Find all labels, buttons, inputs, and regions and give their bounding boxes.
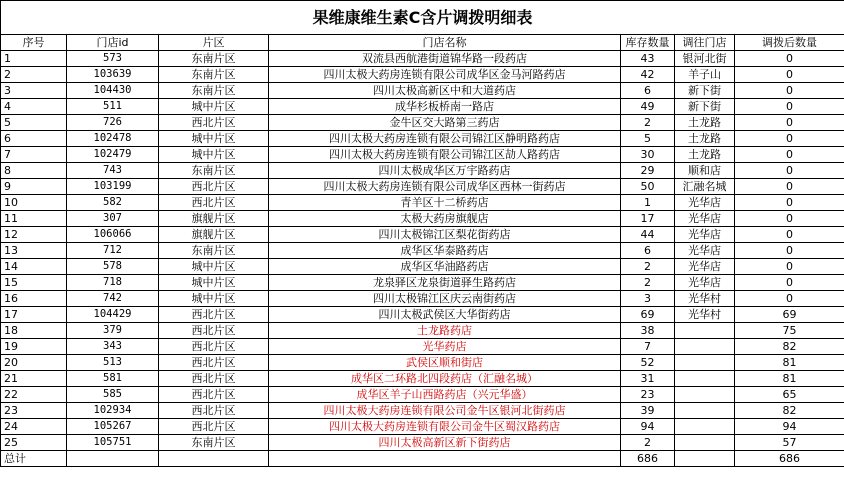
- cell-store-name[interactable]: 成华区华油路药店: [269, 259, 621, 275]
- table-row: [1, 307, 844, 323]
- cell-area[interactable]: 东南片区: [159, 83, 269, 99]
- cell-no[interactable]: 9: [1, 179, 67, 195]
- cell-stock[interactable]: 49: [621, 99, 675, 115]
- cell-area[interactable]: 东南片区: [159, 163, 269, 179]
- cell-area[interactable]: 西北片区: [159, 371, 269, 387]
- table-row: [1, 243, 844, 259]
- total-stock[interactable]: 686: [621, 451, 675, 467]
- table-row: [1, 323, 844, 339]
- table-row: [1, 387, 844, 403]
- cell-area[interactable]: 西北片区: [159, 179, 269, 195]
- cell-no[interactable]: 25: [1, 435, 67, 451]
- cell-target-store[interactable]: 光华店: [675, 259, 735, 275]
- cell-stock[interactable]: 69: [621, 307, 675, 323]
- cell-after-qty[interactable]: 0: [735, 163, 844, 179]
- cell-after-qty[interactable]: 65: [735, 387, 844, 403]
- cell-store-id[interactable]: 104429: [67, 307, 159, 323]
- header-cell-area[interactable]: 片区: [159, 35, 269, 51]
- cell-target-store[interactable]: 土龙路: [675, 147, 735, 163]
- table-title[interactable]: 果维康维生素C含片调拨明细表: [1, 1, 844, 35]
- table-row: [1, 83, 844, 99]
- cell-area[interactable]: 东南片区: [159, 435, 269, 451]
- cell-no[interactable]: 7: [1, 147, 67, 163]
- cell-after-qty[interactable]: 75: [735, 323, 844, 339]
- cell-stock[interactable]: 6: [621, 243, 675, 259]
- cell-store-id[interactable]: 105267: [67, 419, 159, 435]
- cell-store-id[interactable]: 103639: [67, 67, 159, 83]
- cell-no[interactable]: 11: [1, 211, 67, 227]
- cell-store-name[interactable]: 四川太极大药房连锁有限公司锦江区静明路药店: [269, 131, 621, 147]
- cell-no[interactable]: 21: [1, 371, 67, 387]
- table-row: [1, 163, 844, 179]
- cell-area[interactable]: 西北片区: [159, 323, 269, 339]
- cell-no[interactable]: 18: [1, 323, 67, 339]
- header-cell-stock[interactable]: 库存数量: [621, 35, 675, 51]
- cell-target-store[interactable]: [675, 419, 735, 435]
- title-row: [1, 1, 844, 35]
- cell-after-qty[interactable]: 0: [735, 115, 844, 131]
- cell-stock[interactable]: 2: [621, 259, 675, 275]
- cell-after-qty[interactable]: 0: [735, 131, 844, 147]
- cell-area[interactable]: 西北片区: [159, 339, 269, 355]
- cell-store-name[interactable]: 四川太极大药房连锁有限公司锦江区劼人路药店: [269, 147, 621, 163]
- cell-area[interactable]: 西北片区: [159, 115, 269, 131]
- cell-after-qty[interactable]: 0: [735, 227, 844, 243]
- table-row: [1, 51, 844, 67]
- cell-area[interactable]: 城中片区: [159, 99, 269, 115]
- cell-target-store[interactable]: [675, 387, 735, 403]
- cell-after-qty[interactable]: 0: [735, 99, 844, 115]
- cell-stock[interactable]: 39: [621, 403, 675, 419]
- cell-no[interactable]: 24: [1, 419, 67, 435]
- total-label[interactable]: 总计: [1, 451, 67, 467]
- cell-area[interactable]: 西北片区: [159, 419, 269, 435]
- cell-target-store[interactable]: 光华店: [675, 195, 735, 211]
- cell-stock[interactable]: 30: [621, 147, 675, 163]
- cell-no[interactable]: 19: [1, 339, 67, 355]
- cell-area[interactable]: 东南片区: [159, 67, 269, 83]
- cell-no[interactable]: 10: [1, 195, 67, 211]
- cell-no[interactable]: 20: [1, 355, 67, 371]
- total-empty-cell[interactable]: [269, 451, 621, 467]
- cell-target-store[interactable]: [675, 435, 735, 451]
- cell-store-id[interactable]: 726: [67, 115, 159, 131]
- cell-after-qty[interactable]: 81: [735, 355, 844, 371]
- cell-area[interactable]: 西北片区: [159, 355, 269, 371]
- cell-store-name[interactable]: 龙泉驿区龙泉街道驿生路药店: [269, 275, 621, 291]
- header-row: [1, 35, 844, 51]
- cell-after-qty[interactable]: 0: [735, 211, 844, 227]
- cell-store-id[interactable]: 104430: [67, 83, 159, 99]
- cell-store-name[interactable]: 双流县西航港街道锦华路一段药店: [269, 51, 621, 67]
- cell-area[interactable]: 城中片区: [159, 259, 269, 275]
- cell-stock[interactable]: 29: [621, 163, 675, 179]
- cell-store-id[interactable]: 102479: [67, 147, 159, 163]
- cell-store-name[interactable]: 青羊区十二桥药店: [269, 195, 621, 211]
- header-cell-after-qty[interactable]: 调拨后数量: [735, 35, 844, 51]
- cell-store-name[interactable]: 四川太极大药房连锁有限公司金牛区蜀汉路药店: [269, 419, 621, 435]
- cell-store-id[interactable]: 343: [67, 339, 159, 355]
- cell-store-id[interactable]: 379: [67, 323, 159, 339]
- table-row: [1, 291, 844, 307]
- cell-after-qty[interactable]: 0: [735, 243, 844, 259]
- cell-store-id[interactable]: 578: [67, 259, 159, 275]
- cell-store-name[interactable]: 太极大药房旗舰店: [269, 211, 621, 227]
- header-cell-store-id[interactable]: 门店id: [67, 35, 159, 51]
- cell-target-store[interactable]: [675, 323, 735, 339]
- total-after-qty[interactable]: 686: [735, 451, 844, 467]
- cell-after-qty[interactable]: 82: [735, 403, 844, 419]
- cell-store-name[interactable]: 四川太极大药房连锁有限公司金牛区银河北街药店: [269, 403, 621, 419]
- cell-stock[interactable]: 44: [621, 227, 675, 243]
- cell-no[interactable]: 22: [1, 387, 67, 403]
- cell-store-id[interactable]: 718: [67, 275, 159, 291]
- cell-after-qty[interactable]: 82: [735, 339, 844, 355]
- cell-stock[interactable]: 43: [621, 51, 675, 67]
- cell-after-qty[interactable]: 94: [735, 419, 844, 435]
- cell-stock[interactable]: 1: [621, 195, 675, 211]
- cell-target-store[interactable]: 汇融名城: [675, 179, 735, 195]
- cell-store-id[interactable]: 105751: [67, 435, 159, 451]
- cell-stock[interactable]: 50: [621, 179, 675, 195]
- cell-stock[interactable]: 94: [621, 419, 675, 435]
- cell-store-id[interactable]: 743: [67, 163, 159, 179]
- cell-after-qty[interactable]: 0: [735, 83, 844, 99]
- cell-store-name[interactable]: 土龙路药店: [269, 323, 621, 339]
- cell-no[interactable]: 16: [1, 291, 67, 307]
- cell-after-qty[interactable]: 0: [735, 195, 844, 211]
- table-row: [1, 179, 844, 195]
- cell-no[interactable]: 2: [1, 67, 67, 83]
- total-empty-cell[interactable]: [67, 451, 159, 467]
- table-row: [1, 371, 844, 387]
- cell-area[interactable]: 东南片区: [159, 51, 269, 67]
- cell-no[interactable]: 1: [1, 51, 67, 67]
- cell-no[interactable]: 14: [1, 259, 67, 275]
- table-row: [1, 99, 844, 115]
- cell-stock[interactable]: 6: [621, 83, 675, 99]
- cell-store-name[interactable]: 四川太极锦江区梨花街药店: [269, 227, 621, 243]
- cell-target-store[interactable]: 新下街: [675, 99, 735, 115]
- cell-store-name[interactable]: 四川太极大药房连锁有限公司成华区西林一街药店: [269, 179, 621, 195]
- cell-no[interactable]: 17: [1, 307, 67, 323]
- cell-target-store[interactable]: 顺和店: [675, 163, 735, 179]
- cell-area[interactable]: 城中片区: [159, 275, 269, 291]
- cell-no[interactable]: 6: [1, 131, 67, 147]
- cell-stock[interactable]: 2: [621, 115, 675, 131]
- cell-store-id[interactable]: 103199: [67, 179, 159, 195]
- cell-stock[interactable]: 3: [621, 291, 675, 307]
- cell-store-id[interactable]: 102934: [67, 403, 159, 419]
- cell-store-id[interactable]: 581: [67, 371, 159, 387]
- cell-store-id[interactable]: 102478: [67, 131, 159, 147]
- cell-store-name[interactable]: 武侯区顺和街店: [269, 355, 621, 371]
- cell-target-store[interactable]: [675, 355, 735, 371]
- cell-target-store[interactable]: 光华店: [675, 227, 735, 243]
- table-row: [1, 227, 844, 243]
- cell-store-name[interactable]: 四川太极成华区万宇路药店: [269, 163, 621, 179]
- cell-target-store[interactable]: 光华店: [675, 211, 735, 227]
- table-row: [1, 275, 844, 291]
- table-row: [1, 67, 844, 83]
- cell-after-qty[interactable]: 0: [735, 179, 844, 195]
- cell-no[interactable]: 4: [1, 99, 67, 115]
- cell-area[interactable]: 城中片区: [159, 147, 269, 163]
- cell-target-store[interactable]: 羊子山: [675, 67, 735, 83]
- cell-store-name[interactable]: 成华区羊子山西路药店（兴元华盛）: [269, 387, 621, 403]
- cell-no[interactable]: 13: [1, 243, 67, 259]
- cell-no[interactable]: 3: [1, 83, 67, 99]
- table-row: [1, 131, 844, 147]
- cell-area[interactable]: 旗舰片区: [159, 211, 269, 227]
- cell-store-id[interactable]: 742: [67, 291, 159, 307]
- cell-area[interactable]: 西北片区: [159, 387, 269, 403]
- cell-store-name[interactable]: 四川太极高新区中和大道药店: [269, 83, 621, 99]
- cell-stock[interactable]: 7: [621, 339, 675, 355]
- table-row: [1, 355, 844, 371]
- cell-area[interactable]: 西北片区: [159, 195, 269, 211]
- cell-stock[interactable]: 5: [621, 131, 675, 147]
- cell-after-qty[interactable]: 57: [735, 435, 844, 451]
- cell-target-store[interactable]: [675, 339, 735, 355]
- table-row: [1, 195, 844, 211]
- cell-store-name[interactable]: 四川太极大药房连锁有限公司成华区金马河路药店: [269, 67, 621, 83]
- cell-after-qty[interactable]: 0: [735, 67, 844, 83]
- cell-no[interactable]: 5: [1, 115, 67, 131]
- cell-target-store[interactable]: 土龙路: [675, 115, 735, 131]
- cell-no[interactable]: 23: [1, 403, 67, 419]
- table-row: [1, 339, 844, 355]
- cell-after-qty[interactable]: 0: [735, 51, 844, 67]
- header-cell-no[interactable]: 序号: [1, 35, 67, 51]
- cell-stock[interactable]: 17: [621, 211, 675, 227]
- cell-area[interactable]: 旗舰片区: [159, 227, 269, 243]
- cell-area[interactable]: 西北片区: [159, 307, 269, 323]
- cell-store-name[interactable]: 成华区华泰路药店: [269, 243, 621, 259]
- cell-store-id[interactable]: 573: [67, 51, 159, 67]
- cell-target-store[interactable]: [675, 403, 735, 419]
- cell-store-id[interactable]: 585: [67, 387, 159, 403]
- cell-store-id[interactable]: 513: [67, 355, 159, 371]
- cell-after-qty[interactable]: 81: [735, 371, 844, 387]
- table-row: [1, 403, 844, 419]
- cell-store-id[interactable]: 712: [67, 243, 159, 259]
- cell-area[interactable]: 城中片区: [159, 131, 269, 147]
- cell-after-qty[interactable]: 0: [735, 259, 844, 275]
- cell-store-name[interactable]: 四川太极武侯区大华街药店: [269, 307, 621, 323]
- cell-store-name[interactable]: 四川太极高新区新下街药店: [269, 435, 621, 451]
- cell-target-store[interactable]: 土龙路: [675, 131, 735, 147]
- cell-store-id[interactable]: 307: [67, 211, 159, 227]
- header-cell-store-name[interactable]: 门店名称: [269, 35, 621, 51]
- cell-area[interactable]: 西北片区: [159, 403, 269, 419]
- total-empty-cell[interactable]: [159, 451, 269, 467]
- cell-store-name[interactable]: 成华区二环路北四段药店（汇融名城）: [269, 371, 621, 387]
- table-row: [1, 115, 844, 131]
- cell-after-qty[interactable]: 0: [735, 275, 844, 291]
- cell-no[interactable]: 12: [1, 227, 67, 243]
- cell-no[interactable]: 15: [1, 275, 67, 291]
- cell-no[interactable]: 8: [1, 163, 67, 179]
- cell-stock[interactable]: 52: [621, 355, 675, 371]
- header-cell-target-store[interactable]: 调往门店: [675, 35, 735, 51]
- cell-target-store[interactable]: 新下街: [675, 83, 735, 99]
- cell-stock[interactable]: 2: [621, 435, 675, 451]
- cell-store-id[interactable]: 511: [67, 99, 159, 115]
- cell-target-store[interactable]: [675, 371, 735, 387]
- cell-store-name[interactable]: 成华杉板桥南一路店: [269, 99, 621, 115]
- cell-area[interactable]: 东南片区: [159, 243, 269, 259]
- cell-stock[interactable]: 42: [621, 67, 675, 83]
- cell-store-name[interactable]: 光华药店: [269, 339, 621, 355]
- cell-stock[interactable]: 38: [621, 323, 675, 339]
- total-row: [1, 451, 844, 467]
- cell-after-qty[interactable]: 0: [735, 147, 844, 163]
- cell-target-store[interactable]: 银河北街: [675, 51, 735, 67]
- cell-store-name[interactable]: 金牛区交大路第三药店: [269, 115, 621, 131]
- cell-target-store[interactable]: 光华村: [675, 291, 735, 307]
- cell-target-store[interactable]: 光华店: [675, 275, 735, 291]
- table-row: [1, 211, 844, 227]
- cell-stock[interactable]: 23: [621, 387, 675, 403]
- cell-stock[interactable]: 2: [621, 275, 675, 291]
- cell-area[interactable]: 城中片区: [159, 291, 269, 307]
- table-row: [1, 147, 844, 163]
- total-empty-cell[interactable]: [675, 451, 735, 467]
- cell-store-name[interactable]: 四川太极锦江区庆云南街药店: [269, 291, 621, 307]
- cell-stock[interactable]: 31: [621, 371, 675, 387]
- table-row: [1, 259, 844, 275]
- cell-store-id[interactable]: 582: [67, 195, 159, 211]
- table-row: [1, 435, 844, 451]
- table-row: [1, 419, 844, 435]
- cell-target-store[interactable]: 光华店: [675, 243, 735, 259]
- cell-target-store[interactable]: 光华村: [675, 307, 735, 323]
- cell-after-qty[interactable]: 0: [735, 291, 844, 307]
- cell-after-qty[interactable]: 69: [735, 307, 844, 323]
- cell-store-id[interactable]: 106066: [67, 227, 159, 243]
